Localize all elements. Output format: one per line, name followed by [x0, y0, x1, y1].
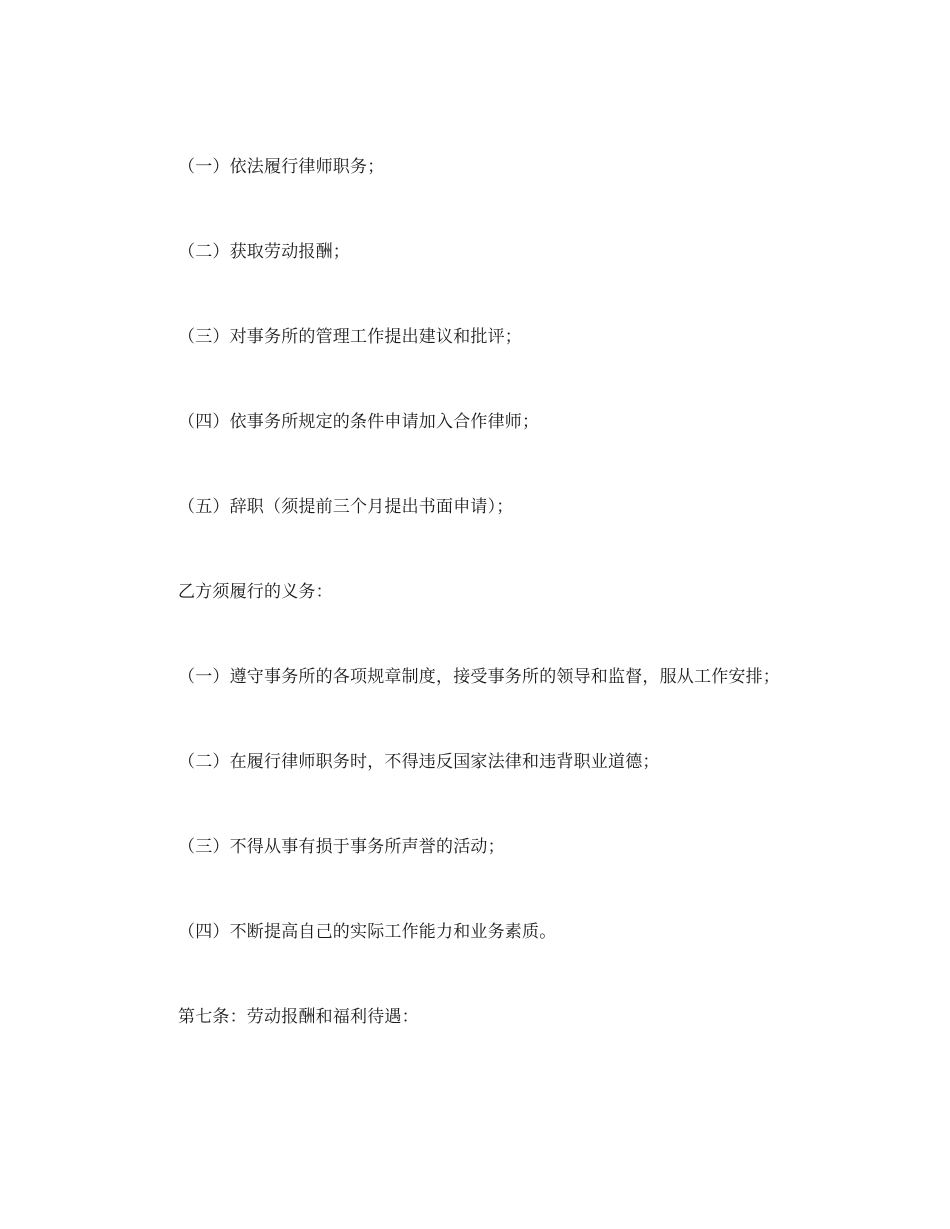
obligation-item-1: （一）遵守事务所的各项规章制度，接受事务所的领导和监督，服从工作安排； [178, 667, 780, 687]
obligations-heading: 乙方须履行的义务： [178, 582, 333, 602]
rights-item-2: （二）获取劳动报酬； [178, 242, 350, 262]
article-heading: 第七条：劳动报酬和福利待遇： [178, 1007, 419, 1027]
rights-item-3: （三）对事务所的管理工作提出建议和批评； [178, 327, 522, 347]
obligation-item-2: （二）在履行律师职务时，不得违反国家法律和违背职业道德； [178, 752, 660, 772]
rights-item-5: （五）辞职（须提前三个月提出书面申请）； [178, 497, 514, 517]
obligation-item-4: （四）不断提高自己的实际工作能力和业务素质。 [178, 922, 557, 942]
rights-item-4: （四）依事务所规定的条件申请加入合作律师； [178, 412, 540, 432]
rights-item-1: （一）依法履行律师职务； [178, 157, 385, 177]
obligation-item-3: （三）不得从事有损于事务所声誉的活动； [178, 837, 505, 857]
